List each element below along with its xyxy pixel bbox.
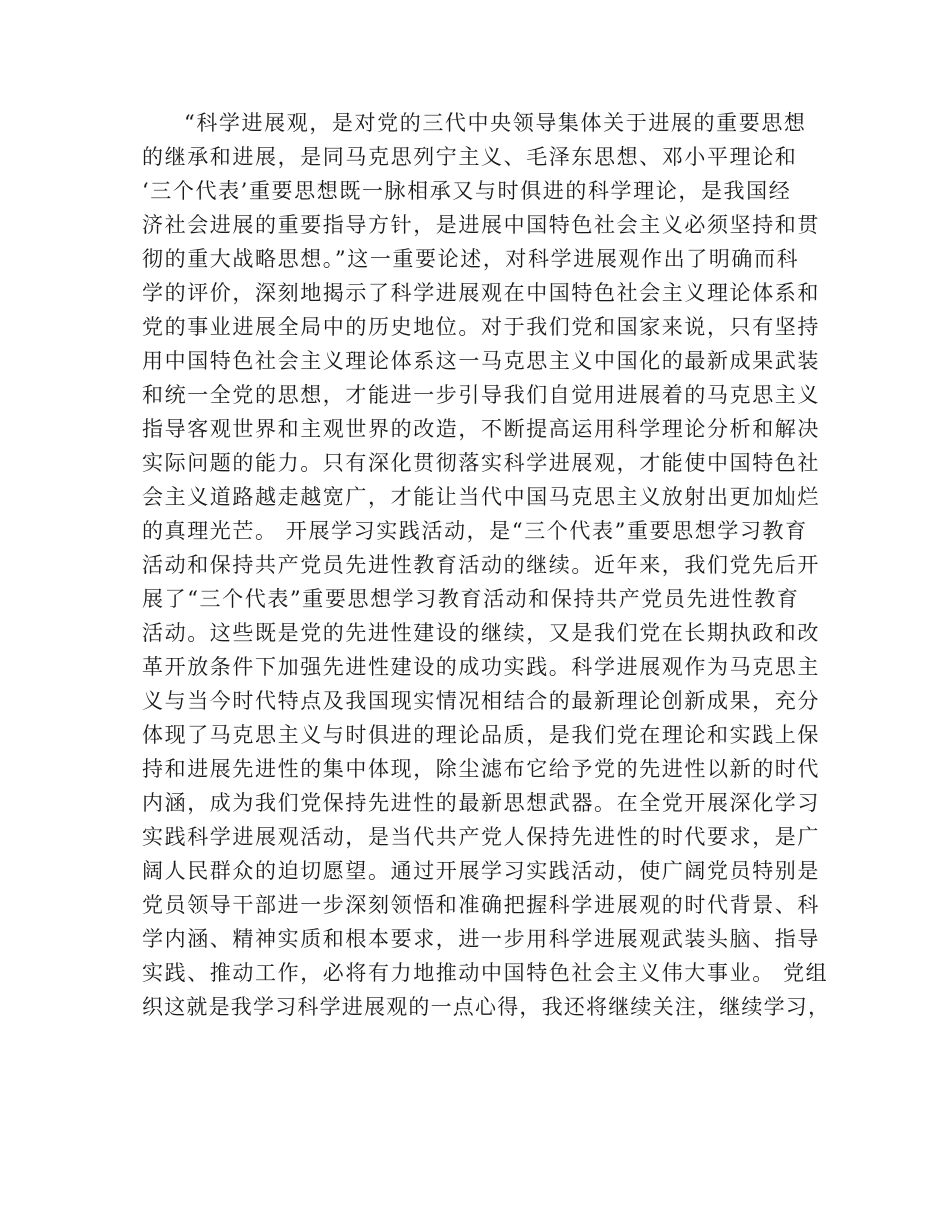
text-line: 学的评价，深刻地揭示了科学进展观在中国特色社会主义理论体系和 [142, 281, 820, 305]
text-line: ‘三个代表’重要思想既一脉相承又与时俱进的科学理论，是我国经 [142, 179, 792, 203]
text-line: “科学进展观，是对党的三代中央领导集体关于进展的重要思想 [184, 111, 807, 135]
text-line: 实践科学进展观活动，是当代共产党人保持先进性的时代要求，是广 [142, 825, 820, 849]
text-line: 党员领导干部进一步深刻领悟和准确把握科学进展观的时代背景、科 [142, 893, 820, 917]
text-line: 展了“三个代表”重要思想学习教育活动和保持共产党员先进性教育 [142, 587, 800, 611]
text-line: 阔人民群众的迫切愿望。通过开展学习实践活动，使广阔党员特别是 [142, 859, 820, 883]
text-line: 革开放条件下加强先进性建设的成功实践。科学进展观作为马克思主 [142, 655, 820, 679]
text-line: 济社会进展的重要指导方针，是进展中国特色社会主义必须坚持和贯 [142, 213, 820, 237]
text-line: 持和进展先进性的集中体现，除尘滤布它给予党的先进性以新的时代 [142, 757, 820, 781]
text-line: 义与当今时代特点及我国现实情况相结合的最新理论创新成果，充分 [142, 689, 820, 713]
text-line: 活动。这些既是党的先进性建设的继续，又是我们党在长期执政和改 [142, 621, 820, 645]
text-line: 活动和保持共产党员先进性教育活动的继续。近年来，我们党先后开 [142, 553, 820, 577]
text-line: 的真理光芒。 开展学习实践活动，是“三个代表”重要思想学习教育 [142, 519, 808, 543]
text-line: 和统一全党的思想，才能进一步引导我们自觉用进展着的马克思主义 [142, 383, 820, 407]
text-line: 织这就是我学习科学进展观的一点心得，我还将继续关注，继续学习， [142, 995, 831, 1019]
text-line: 指导客观世界和主观世界的改造，不断提高运用科学理论分析和解决 [142, 417, 820, 441]
text-line: 实践、推动工作，必将有力地推动中国特色社会主义伟大事业。 党组 [142, 961, 829, 985]
text-line: 会主义道路越走越宽广，才能让当代中国马克思主义放射出更加灿烂 [142, 485, 820, 509]
text-line: 实际问题的能力。只有深化贯彻落实科学进展观，才能使中国特色社 [142, 451, 820, 475]
text-line: 体现了马克思主义与时俱进的理论品质，是我们党在理论和实践上保 [142, 723, 820, 747]
text-line: 内涵，成为我们党保持先进性的最新思想武器。在全党开展深化学习 [142, 791, 820, 815]
text-line: 党的事业进展全局中的历史地位。对于我们党和国家来说，只有坚持 [142, 315, 820, 339]
text-line: 的继承和进展，是同马克思列宁主义、毛泽东思想、邓小平理论和 [142, 145, 798, 169]
text-line: 彻的重大战略思想。”这一重要论述，对科学进展观作出了明确而科 [142, 247, 800, 271]
body-paragraph [142, 106, 831, 1024]
text-line: 用中国特色社会主义理论体系这一马克思主义中国化的最新成果武装 [142, 349, 820, 373]
text-line: 学内涵、精神实质和根本要求，进一步用科学进展观武装头脑、指导 [142, 927, 820, 951]
